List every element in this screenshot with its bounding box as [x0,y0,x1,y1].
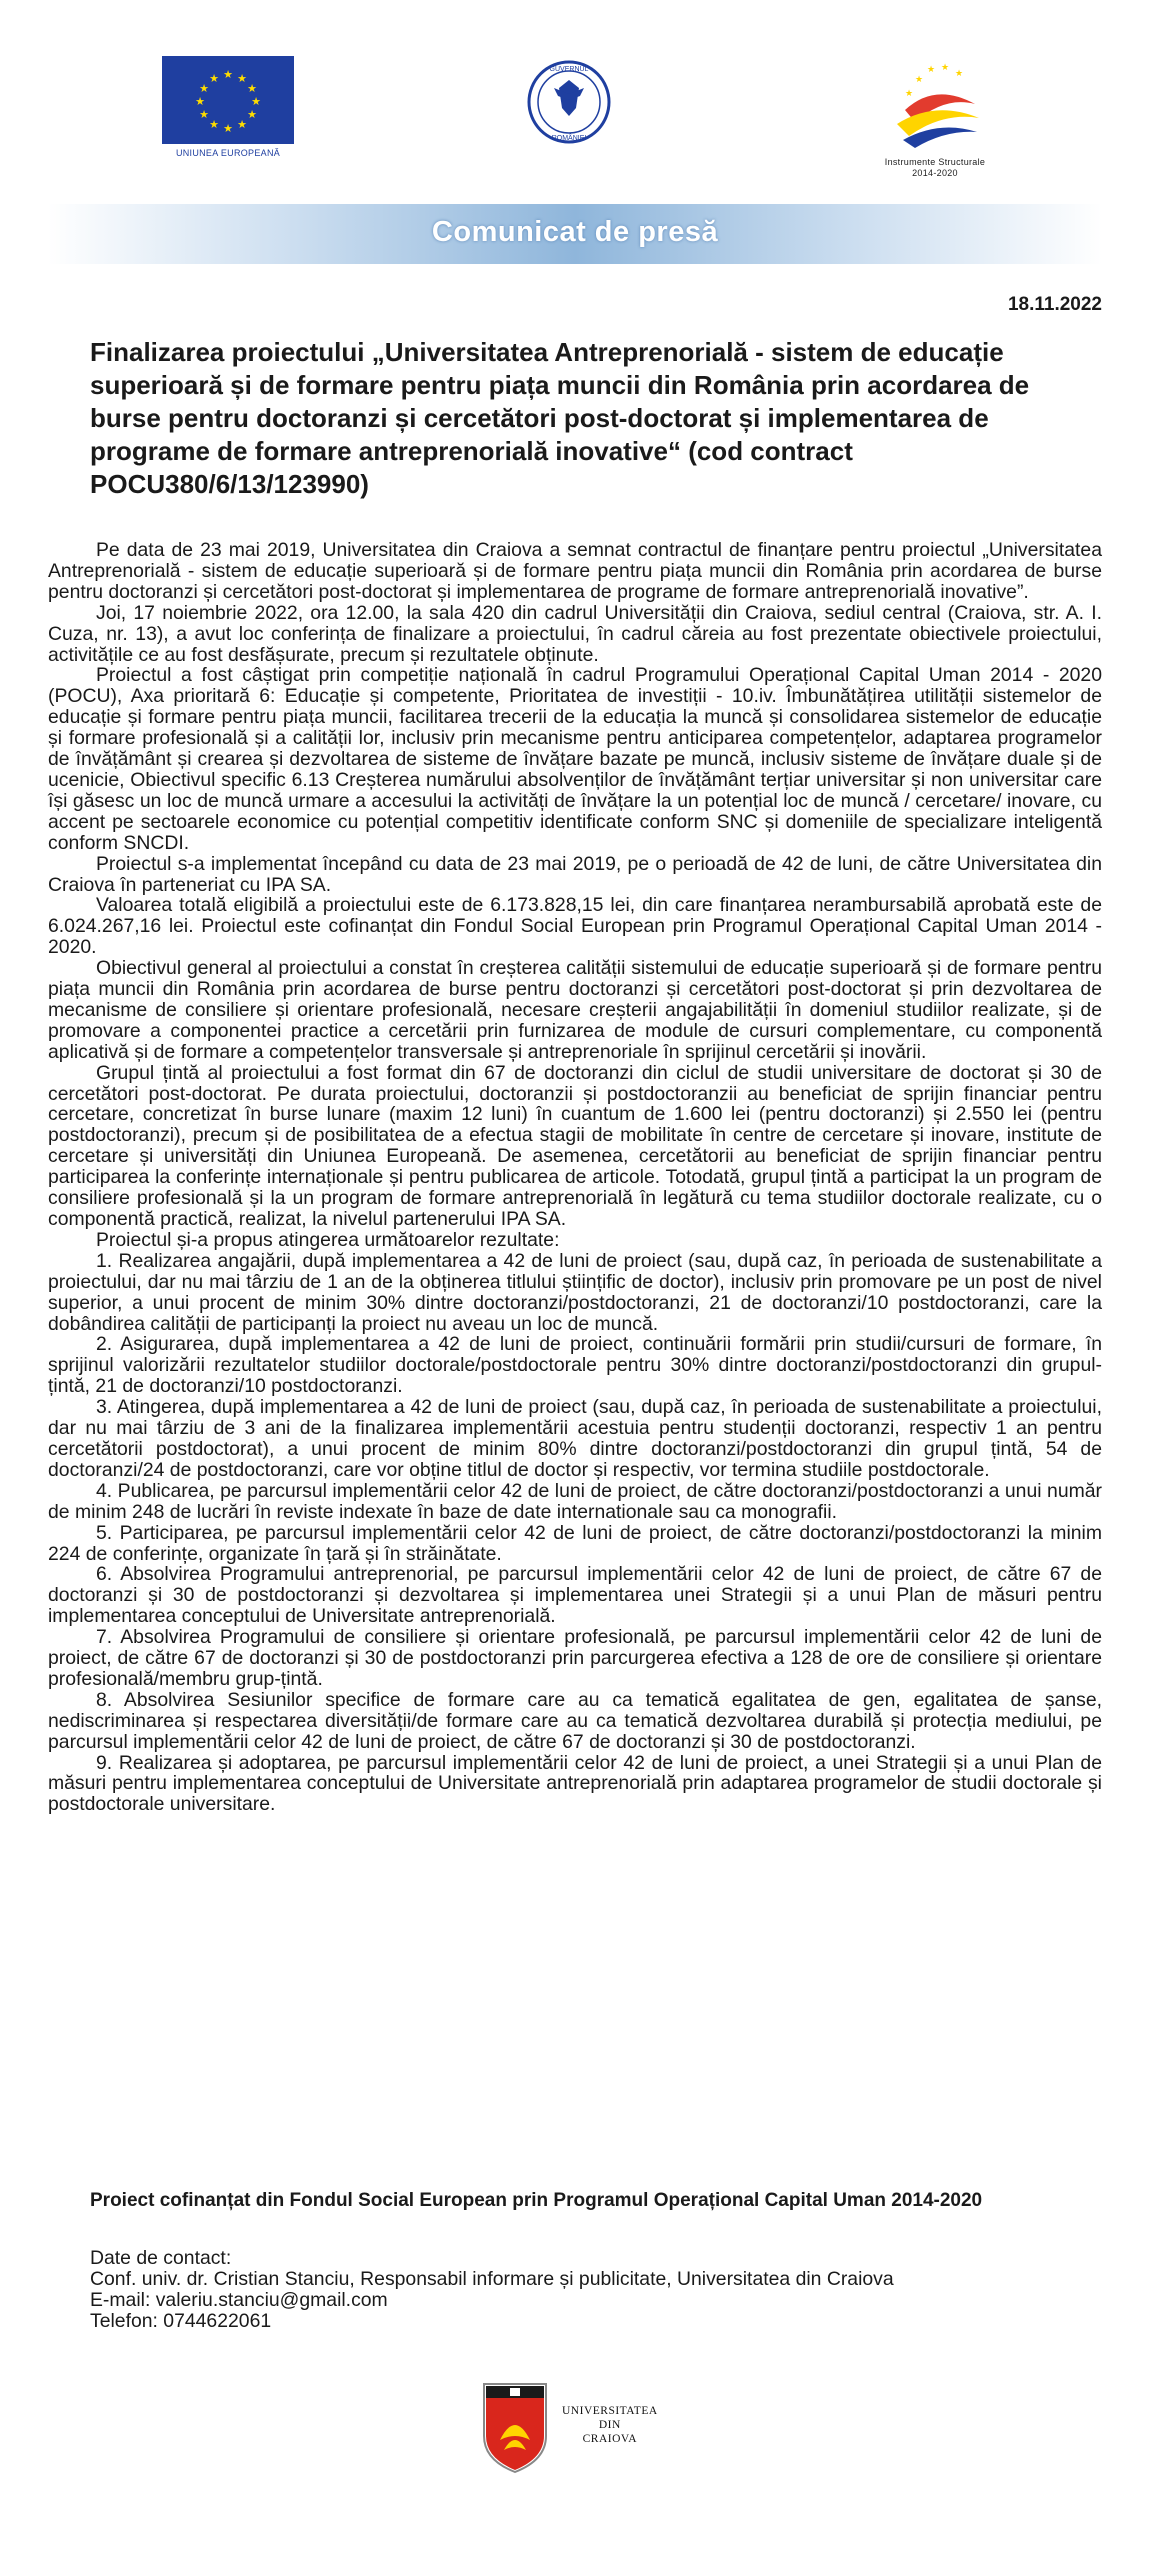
svg-text:★: ★ [199,83,209,95]
result-item: 6. Absolvirea Programului antreprenorial, pe parcursul implementării celor 42 de luni de proiect, de către 67 de doctoranzi și 30 de postdoctoranzi și dezvoltarea și implementarea unei Strategii și a unui Plan de măsuri pentru implementarea conceptului de Universitate antreprenorială. [48,1563,1102,1628]
contact-heading: Date de contact: [90,2247,232,2269]
svg-text:★: ★ [237,73,247,85]
eu-logo [158,56,298,158]
government-seal [526,54,612,155]
svg-text:★: ★ [247,83,257,95]
svg-text:★: ★ [905,88,914,98]
paragraph: Pe data de 23 mai 2019, Universitatea din Craiova a semnat contractul de finanțare pentru proiectul „Universitatea Antreprenorială - sistem de educație superioară și de formare pentru piața muncii din România prin acordarea de burse pentru doctoranzi și cercetători post-doctorat și implementarea de programe de formare antreprenorială inovative”. [48,539,1102,603]
result-item: 1. Realizarea angajării, după implementarea a 42 de luni de proiect (sau, după caz, în perioada de sustenabilitate a proiectului, dar nu mai târziu de 1 an de la obținerea titlului științific de doctor), inclusiv prin promovare pe un post de nivel superior, a unui procent de minim 30% dintre doctoranzi/postdoctoranzi, 21 de doctoranzi/10 postdoctoranzi, care la dobândirea calității de participanți la proiect nu aveau un loc de muncă. [48,1249,1102,1335]
paragraph: Grupul țintă al proiectului a fost format din 67 de doctoranzi din ciclul de studii universitare de doctorat și 30 de cercetători post-doctorat. Pe durata proiectului, doctoranzii și postdoctoranzii au beneficiat de sprijin financiar pentru cercetare, concretizat în burse lunare (maxim 12 luni) în cuantum de 1.600 lei (pentru doctoranzi) și 2.550 lei (pentru postdoctoranzi), precum și de posibilitatea de a efectua stagii de mobilitate în centre de cercetare și inovare, institute de cercetare și universități din Uniunea Europeană. De asemenea, cercetătorii au beneficiat de sprijin financiar pentru participarea la conferințe internaționale și pentru publicarea de articole. Totodată, grupul țintă a participat la un program de consiliere profesională și la un program de formare antreprenorială în legătură cu tema studiilor doctorale realizate, cu o componentă practică, realizat, la nivelul partenerului IPA SA. [48,1061,1102,1230]
svg-text:ROMÂNIEI: ROMÂNIEI [551,135,587,142]
svg-text:★: ★ [209,119,219,131]
paragraph: Obiectivul general al proiectului a constat în creșterea calității sistemului de educație superioară și de formare pentru piața muncii din România prin acordarea de burse pentru doctoranzi și cercetători post-doctorat și prin dezvoltarea de mecanisme de consiliere și orientare profesională, necesare creșterii angajabilității în domeniul studiilor realizate, și de promovare a componentei practice a cercetării prin furnizarea de module de cursuri complementare, cu componentă aplicativă și de formare a competențelor transversale și antreprenoriale în sprijinul cercetării și inovării. [48,957,1102,1063]
document-title: Finalizarea proiectului „Universitatea Antreprenorială - sistem de educație superioară și de formare pentru piața muncii din România prin acordarea de burse pentru doctoranzi și cercetători post-doctorat și implementarea de programe de formare antreprenorială inovative“ (cod contract POCU380/6/13/123990) [90,337,1030,499]
release-date: 18.11.2022 [1007,294,1102,315]
result-item: 9. Realizarea și adoptarea, pe parcursul implementării celor 42 de luni de proiect, a unei Strategii și a unui Plan de măsuri pentru implementarea conceptului de Universitate antreprenorială prin adaptarea programelor de studii doctorale și postdoctorale universitare. [48,1751,1102,1816]
eu-caption: UNIUNEA EUROPEANĂ [175,148,281,158]
svg-text:★: ★ [247,109,257,121]
contact-block [90,2248,894,2332]
paragraph: Proiectul și-a propus atingerea următoarelor rezultate: [96,1228,560,1251]
contact-phone: Telefon: 0744622061 [90,2310,272,2332]
paragraph: Proiectul s-a implementat începând cu data de 23 mai 2019, pe o perioadă de 42 de luni, de către Universitatea din Craiova în parteneriat cu IPA SA. [48,852,1102,896]
funding-statement: Proiect cofinanțat din Fondul Social European prin Programul Operațional Capital Uman 2014-2020 [90,2190,983,2211]
svg-text:★: ★ [199,109,209,121]
university-name: UNIVERSITATEA DIN CRAIOVA [562,2405,658,2445]
svg-text:GUVERNUL: GUVERNUL [549,66,589,73]
result-item: 2. Asigurarea, după implementarea a 42 de luni de proiect, continuării formării prin studii/cursuri de formare, în sprijinul valorizării rezultatelor studiilor doctorale/postdoctorale pentru 30% dintre doctoranzi/postdoctoranzi din grupul-țintă, 21 de doctoranzi/10 postdoctoranzi. [48,1333,1102,1398]
svg-text:★: ★ [251,96,261,108]
contact-person: Conf. univ. dr. Cristian Stanciu, Responsabil informare și publicitate, Universitatea din Craiova [90,2268,894,2290]
structural-instruments-icon [875,52,995,152]
press-release-banner [48,204,1102,264]
paragraph: Proiectul a fost câștigat prin competiție națională în cadrul Programului Operațional Capital Uman 2014 - 2020 (POCU), Axa prioritară 6: Educație și competente, Prioritatea de investiții - 10.iv. Îmbunătățirea utilității sistemelor de educație și formare pentru piața muncii, facilitarea trecerii de la educația la muncă și consolidarea sistemelor de educație și formare profesională și a calității lor, inclusiv prin mecanisme pentru anticiparea competențelor, adaptarea programelor de învățământ și crearea și dezvoltarea de sisteme de învățare bazate pe muncă, inclusiv sisteme de învățare duale și de ucenicie, Obiectivul specific 6.13 Creșterea numărului absolvenților de învățământ terțiar universitar și non universitar care își găsesc un loc de muncă urmare a accesului la activități de învățare la un potențial loc de muncă / cercetare/ inovare, cu accent pe sectoarele economice cu potențial competitiv identificate conform SNC și domeniile de specializare inteligentă conform SNCDI. [48,664,1102,854]
body-text [48,540,1102,1815]
svg-text:★: ★ [955,68,964,78]
university-crest-icon [480,2380,550,2474]
paragraph: Valoarea totală eligibilă a proiectului este de 6.173.828,15 lei, din care finanțarea nerambursabilă aprobată este de 6.024.267,16 lei. Proiectul este cofinanțat din Fondul Social European prin Programul Operațional Capital Uman 2014 - 2020. [48,894,1102,959]
paragraph: Joi, 17 noiembrie 2022, ora 12.00, la sala 420 din cadrul Universității din Craiova, sediul central (Craiova, str. A. I. Cuza, nr. 13), a avut loc conferința de finalizare a proiectului, în cadrul căreia au fost prezentate obiectivele proiectului, activitățile ce au fost desfășurate, precum și rezultatele obținute. [48,601,1102,666]
university-logo [480,2380,680,2480]
eu-flag-icon [162,56,294,144]
structural-instruments-logo [860,52,1010,179]
svg-text:★: ★ [941,62,950,72]
structural-instruments-caption: Instrumente Structurale 2014-2020 [884,157,986,178]
svg-text:★: ★ [209,73,219,85]
result-item: 4. Publicarea, pe parcursul implementării celor 42 de luni de proiect, de către doctoranzi/postdoctoranzi a unui număr de minim 248 de lucrări în reviste indexate în baze de date internationale sau ca monografii. [48,1479,1102,1523]
result-item: 5. Participarea, pe parcursul implementării celor 42 de luni de proiect, de către doctoranzi/postdoctoranzi la minim 224 de conferințe, organizate în țară și în străinătate. [48,1521,1102,1565]
result-item: 3. Atingerea, după implementarea a 42 de luni de proiect (sau, după caz, în perioada de sustenabilitate a proiectului, dar nu mai târziu de 3 ani de la finalizarea implementării acestuia pentru studenții doctoranzi, respectiv 1 an pentru cercetătorii postdoctorat), a unui procent de minim 80% dintre doctoranzi/postdoctoranzi din grupul țintă, 54 de doctoranzi/24 de postdoctoranzi, care vor obține titlul de doctor și respectiv, vor termina studiile postdoctorale. [48,1396,1102,1481]
result-item: 8. Absolvirea Sesiunilor specifice de formare care au ca tematică egalitatea de gen, egalitatea de șanse, nediscriminarea și respectarea diversității/de formare care au ca tematică dezvoltarea durabilă și protecția mediului, pe parcursul implementării celor 42 de luni de proiect, de către 67 de doctoranzi și 30 de postdoctoranzi. [48,1688,1102,1753]
banner-title: Comunicat de presă [431,216,719,248]
result-item: 7. Absolvirea Programului de consiliere și orientare profesională, pe parcursul implementării celor 42 de luni de proiect, de către 67 de doctoranzi și 30 de postdoctoranzi prin parcurgerea efectiva a 128 de ore de consiliere și orientare profesională/membru grup-țintă. [48,1626,1102,1690]
svg-text:★: ★ [223,69,233,81]
svg-text:★: ★ [237,119,247,131]
svg-text:★: ★ [927,64,936,74]
svg-text:★: ★ [223,123,233,135]
contact-email: E-mail: valeriu.stanciu@gmail.com [90,2289,388,2311]
svg-text:★: ★ [915,74,924,84]
logo-strip [0,48,1150,188]
svg-text:★: ★ [195,96,205,108]
